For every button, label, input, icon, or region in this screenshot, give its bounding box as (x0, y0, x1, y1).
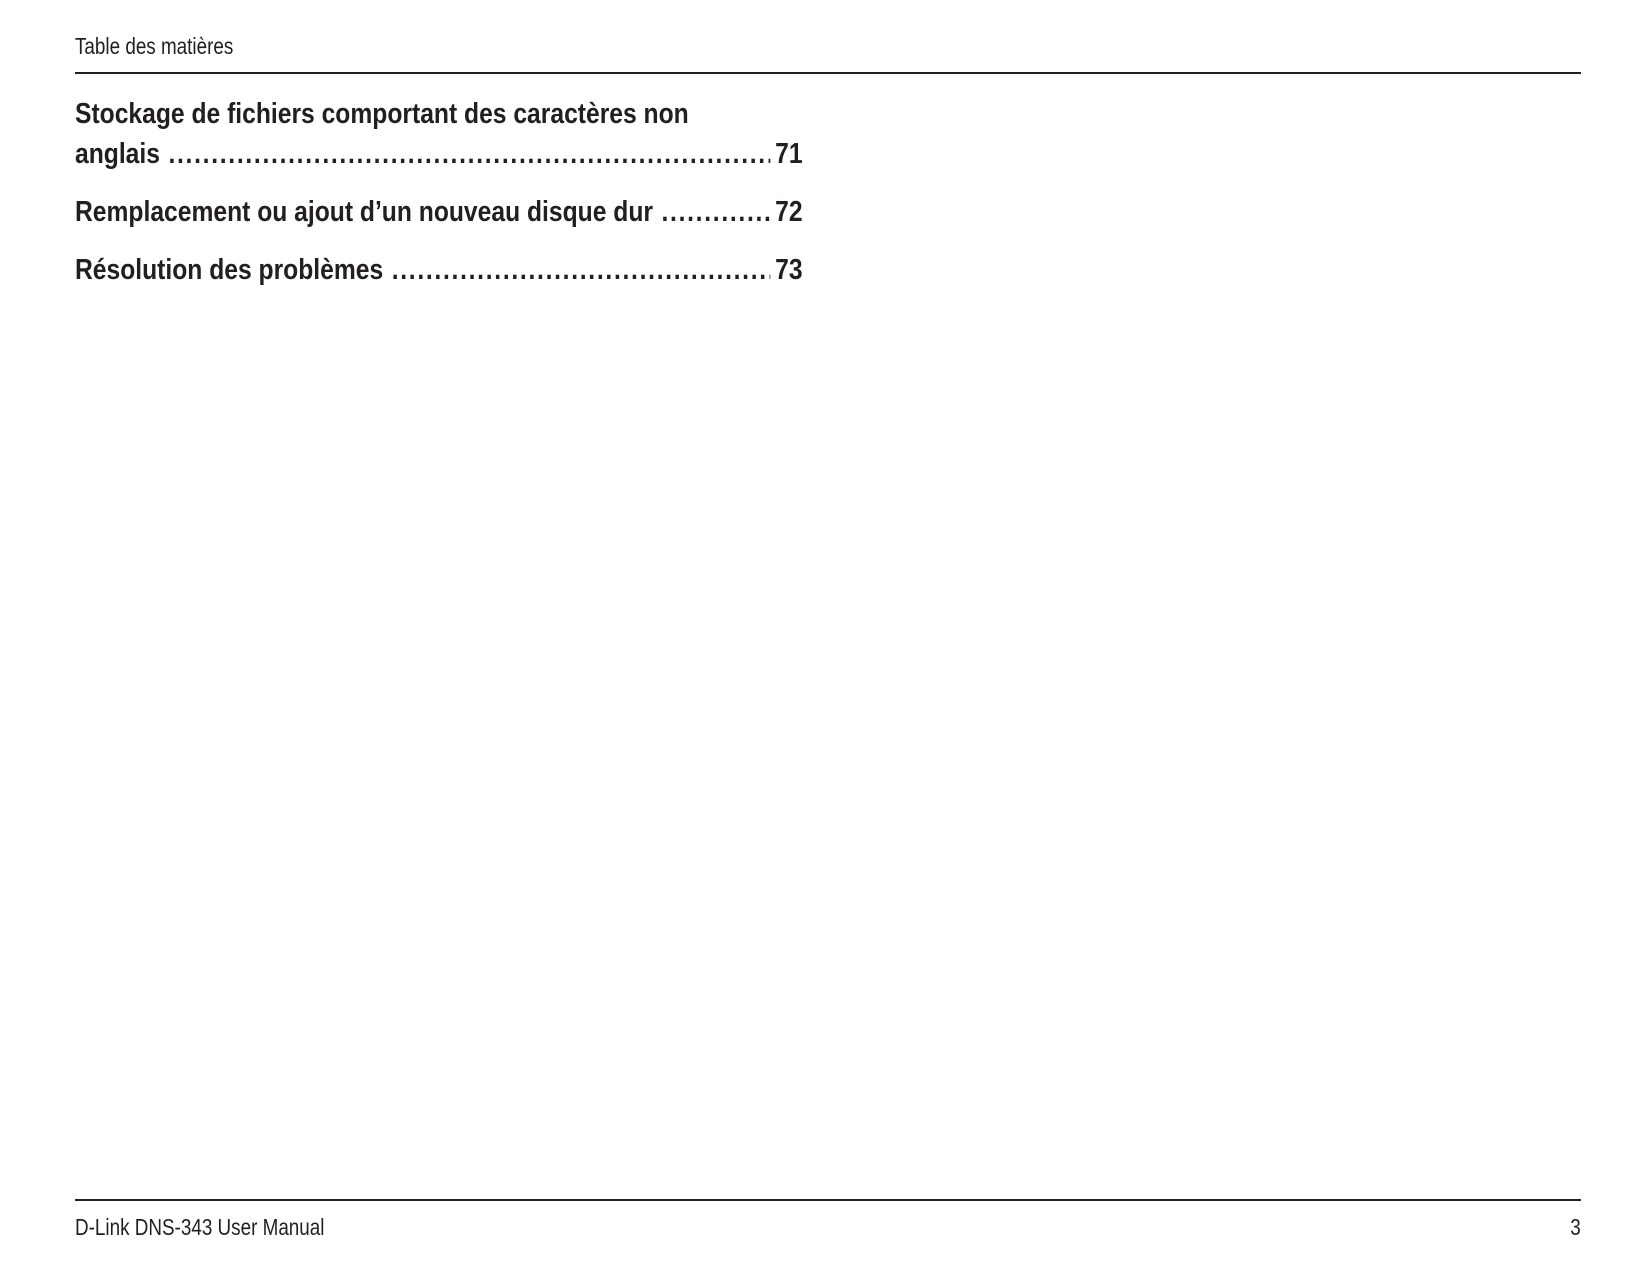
manual-name: D-Link DNS-343 User Manual (75, 1214, 325, 1240)
toc-entry-title: Résolution des problèmes (75, 254, 384, 286)
page-footer (75, 1199, 1581, 1243)
toc-entry-page: 73 (775, 254, 803, 286)
toc-entry-title-line2: anglais (75, 138, 160, 170)
toc-entry-title-line1: Stockage de fichiers comportant des caractères non (75, 98, 689, 130)
header-divider (75, 72, 1581, 74)
page-header (75, 30, 1581, 74)
toc-entry-title: Remplacement ou ajout d’un nouveau disque dur (75, 196, 653, 228)
dot-leader (392, 250, 770, 290)
toc-entry[interactable] (75, 94, 803, 174)
page-number: 3 (1570, 1214, 1581, 1240)
toc-entry-page: 72 (775, 196, 803, 228)
toc-entry-page: 71 (775, 138, 803, 170)
toc-entry[interactable] (75, 250, 803, 290)
section-title: Table des matières (75, 33, 234, 59)
footer-divider (75, 1199, 1581, 1201)
dot-leader (661, 192, 770, 232)
table-of-contents (75, 94, 803, 308)
toc-entry[interactable] (75, 192, 803, 232)
dot-leader (168, 134, 770, 174)
